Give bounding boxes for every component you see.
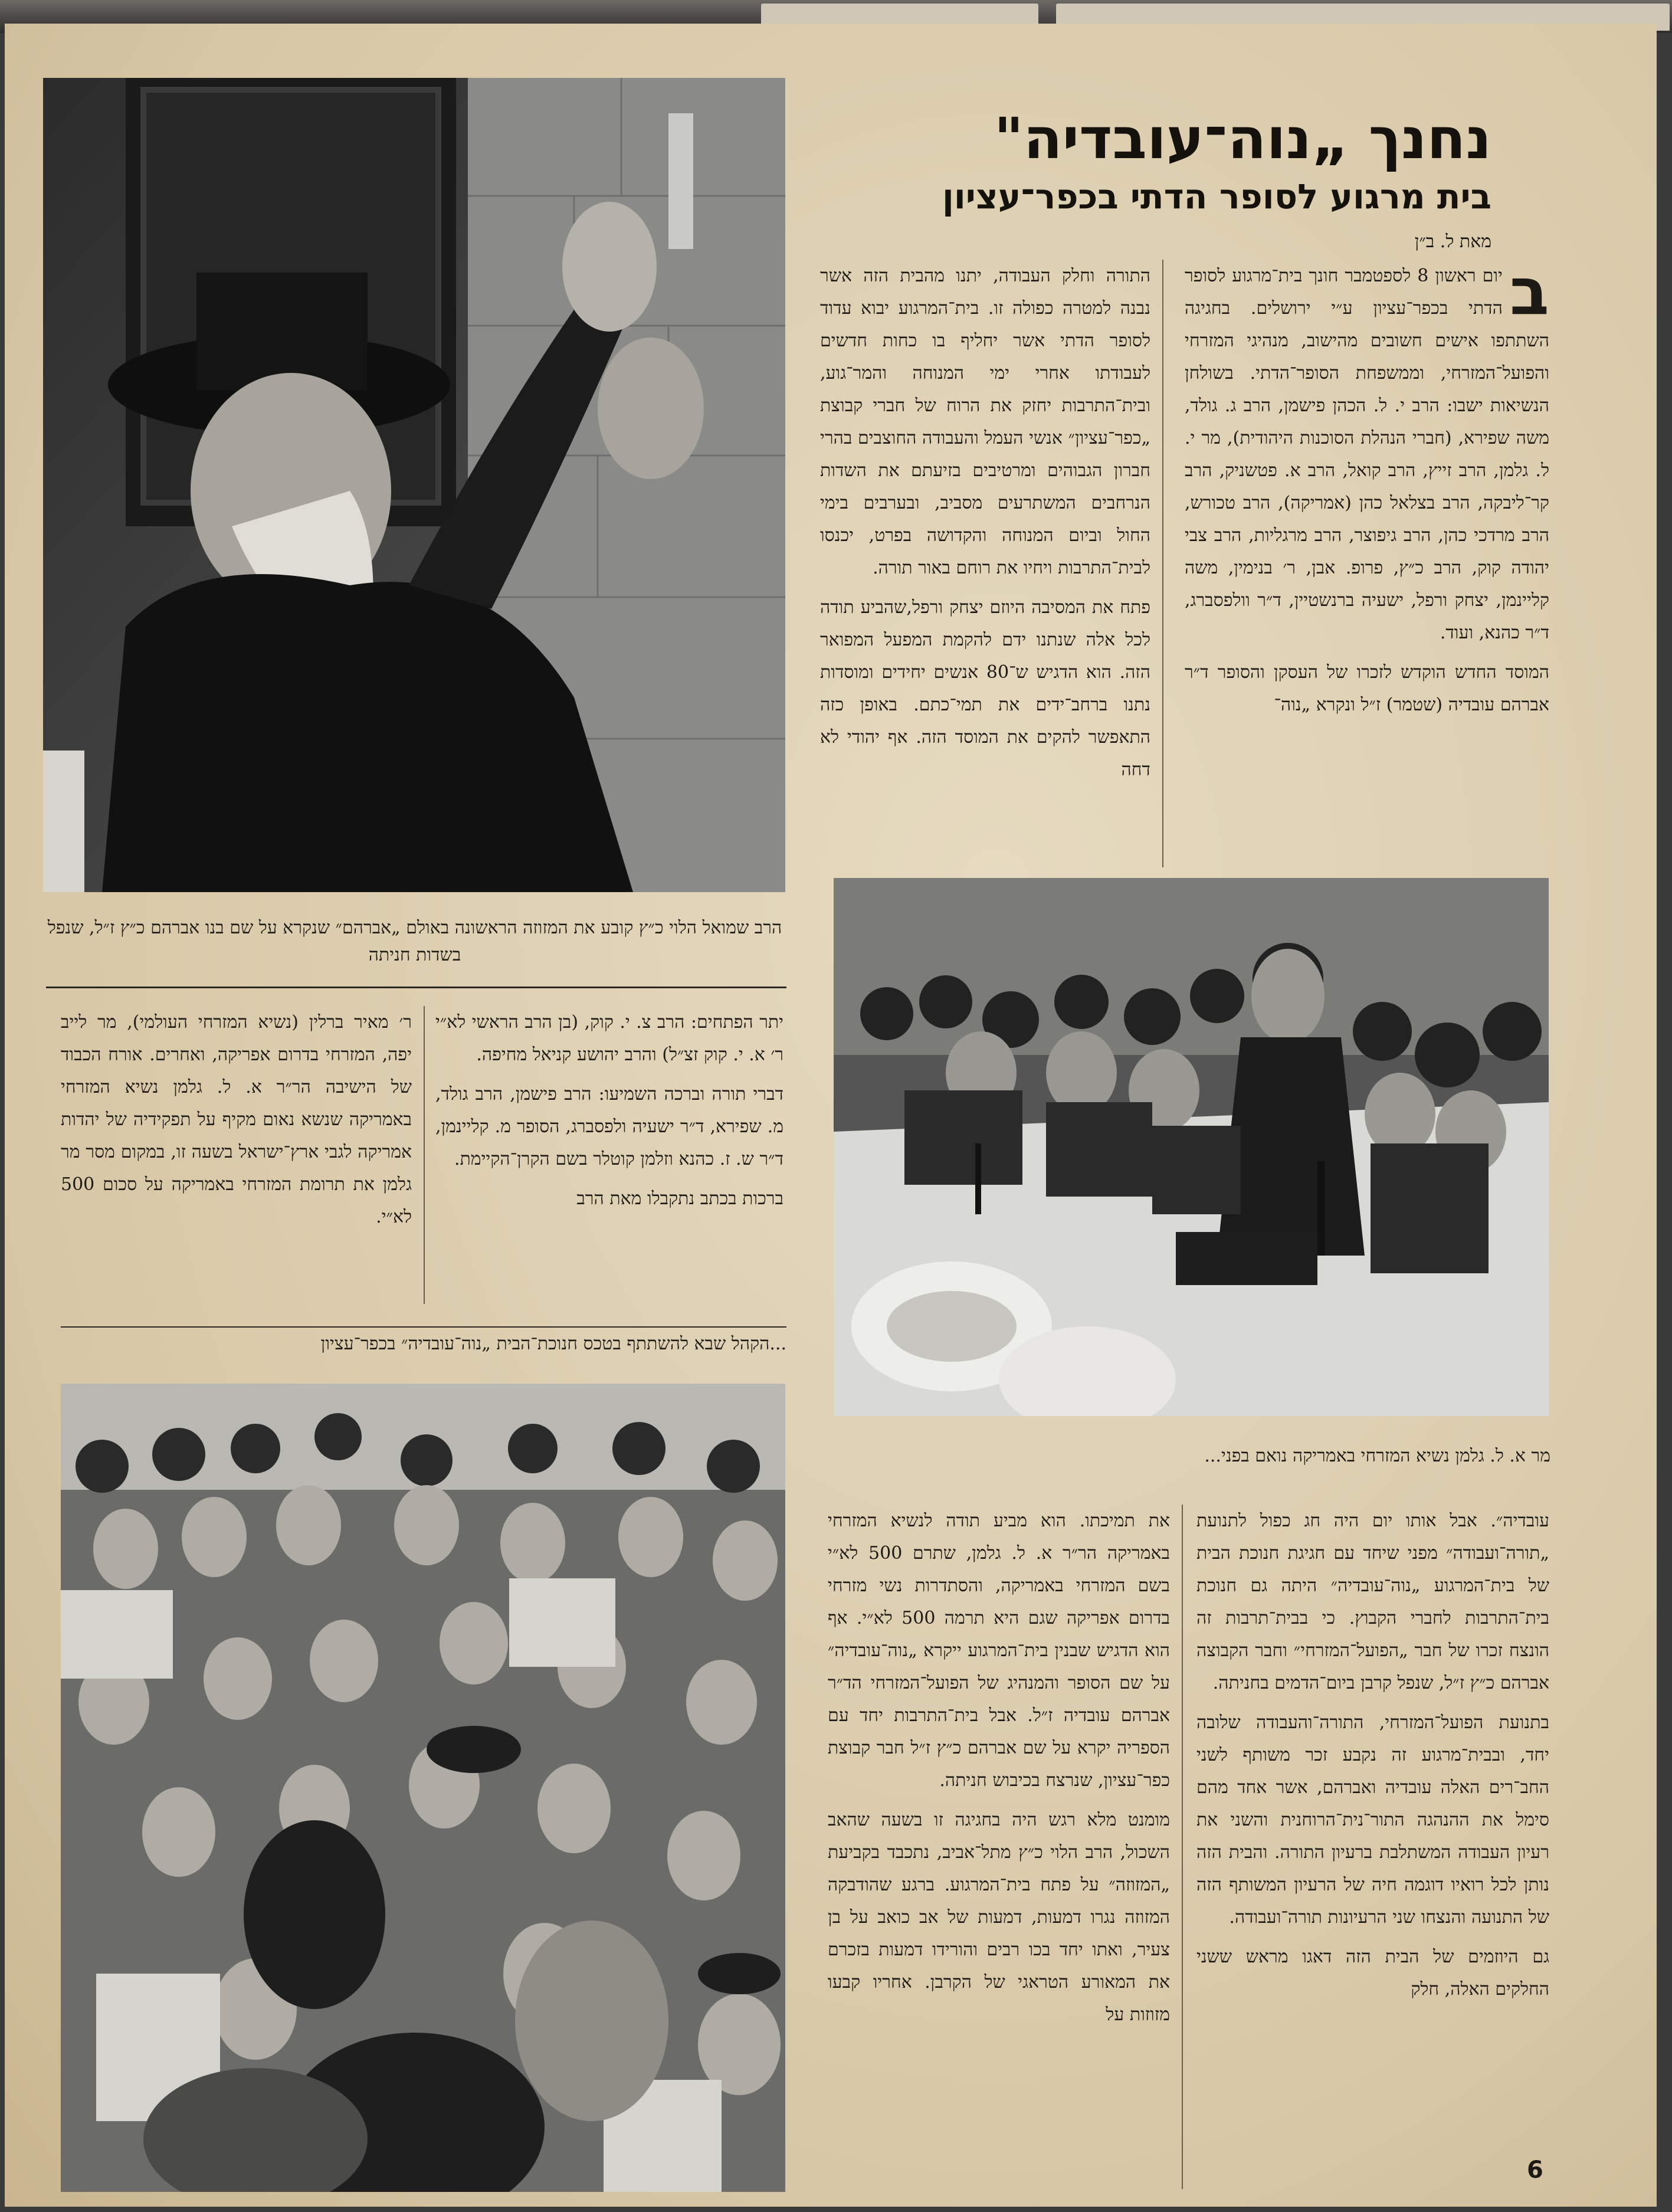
article-paragraph: מומנט מלא רגש היה בחגיגה זו בשעה שהאב השכול, הרב הלוי כ״ץ מתל־אביב, נתכבד בקביעת „המזוזה״ על פתח בית־המרגוע. ברגע שהודבקה המזוזה נגרו דמעות, דמעות של אב כואב על בן צעיר, ואתו יחד בכו רבים והורידו דמעות בזכרם את המאורע הטראגי של הקרבן. אחריו קבעו מזוזות על (828, 1810, 1170, 2025)
article-paragraph: בתנועת הפועל־המזרחי, התורה־והעבודה שלובה יחד, ובבית־מרגוע זה נקבע זכר משותף לשני החב־רים האלה עובדיה ואברהם, אשר אחד מהם סימל את ההנהגה התור־נית־הרוחנית והשני את רעיון העבודה המשתלבת ברעיון התורה. והבית הזה נותן לכל רואיו דוגמה חיה של הרעיון המשותף הזה של התנועה והנצחו שני הרעיונות תורה־ועבודה. (1196, 1712, 1549, 1928)
rabbi-mezuzah-caption: הרב שמואל הלוי כ״ץ קובע את המזוזה הראשונה באולם „אברהם״ שנקרא על שם בנו אברהם כ״ץ ז״ל, שנפל בשדות חניתה (47, 917, 782, 965)
article-paragraph: ר׳ מאיר ברלין (נשיא המזרחי העולמי), מר לייב יפה, המזרחי בדרום אפריקה, ואחרים. אורח הכבוד של הישיבה הר״ר א. ל. גלמן נשיא המזרחי באמריקה שנשא נאום מקיף על תפקידיה של יהדות אמריקה לגבי ארץ־ישראל בשעה זו, במקום מסר מר גלמן את תרומת המזרחי באמריקה על סכום 500 לא״י. (61, 1012, 412, 1227)
magazine-page (5, 24, 1657, 2207)
page-number: 6 (1527, 2157, 1543, 2184)
article-column-6 (828, 1505, 1170, 2189)
rabbi-mezuzah-photo (43, 78, 785, 892)
article-column-4 (61, 1006, 412, 1304)
crowd-caption: ...הקהל שבא להשתתף בטכס חנוכת־הבית „נוה־עובדיה״ בכפר־עציון (320, 1333, 786, 1354)
article-paragraph: ברכות בכתב נתקבלו מאת הרב (576, 1188, 783, 1209)
article-paragraph: התורה וחלק העבודה, יתנו מהבית הזה אשר נבנה למטרה כפולה זו. בית־המרגוע יבוא עדוד לסופר הדתי אשר יחליף בו כחות חדשים לעבודתו אחרי ימי המנוחה והמר־גוע, ובית־התרבות יחזק את הרוח של חברי קבוצת „כפר־עציון״ אנשי העמל והעבודה החוצבים בהרי חברון הגבוהים ומרטיבים בזיעתם את השדות הנרחבים המשתרעים מסביב, ובערבים בימי החול וביום המנוחה והקדושה בפרט, יכנסו לבית־התרבות ויחיו את רוחם באור תורה. (820, 266, 1150, 578)
article-title: נחנך „נוה־עובדיה" (994, 106, 1491, 172)
article-paragraph: דברי תורה וברכה השמיעו: הרב פישמן, הרב גולד, מ. שפירא, ד״ר ישעיה ולפסברג, הסופר מ. קליינמן, ד״ר ש. ז. כהנא וזלמן קוטלר בשם הקרן־הקיימת. (435, 1084, 783, 1169)
speaker-table-photo (834, 878, 1549, 1416)
article-paragraph: יום ראשון 8 לספטמבר חונך בית־מרגוע לסופר הדתי בכפר־עציון ע״י ירושלים. בחגיגה השתתפו אישים חשובים מהישוב, מנהיגי המזרחי והפועל־המזרחי, וממשפחת הסופר־הדתי. בשולחן הנשיאות ישבו: הרב י. ל. הכהן פישמן, הרב ג. גולד, משה שפירא, (חברי הנהלת הסוכנות היהודית), מר י. ל. גלמן, הרב זייץ, הרב קואל, הרב א. פטשניק, הרב קר־ליבקה, הרב בצלאל כהן (אמריקה), הרב טכורש, הרב מרדכי כהן, הרב גיפוצר, הרב מרגליות, הרב צבי יהודה קוק, הרב כ״ץ, פרופ. אבן, ר׳ בנימין, משה קליינמן, יצחק ורפל, ישעיה ברנשטיין, ד״ר וולפסברג, ד״ר כהנא, ועוד. (1185, 266, 1549, 643)
article-column-2 (820, 260, 1150, 867)
crowd-image (61, 1384, 785, 2192)
article-paragraph: עובדיה״. אבל אותו יום היה חג כפול לתנועת „תורה־ועבודה״ מפני שיחד עם חגיגת חנוכת הבית של בית־המרגוע „נוה־עובדיה״ היתה גם חנוכת בית־התרבות לחברי הקבוץ. כי בבית־תרבות זה הונצח זכרו של חבר „הפועל־המזרחי״ וחבר הקבוצה אברהם כ״ץ ז״ל, שנפל קרבן ביום־הדמים בחניתה. (1196, 1510, 1549, 1693)
article-column-3 (435, 1006, 783, 1304)
article-paragraph: פתח את המסיבה היוזם יצחק ורפל,שהביע תודה לכל אלה שנתנו ידם להקמת המפעל המפואר הזה. הוא הדגיש ש־80 אנשים יחידים ומוסדות נתנו ברחב־ידים את תמי־כתם. באופן כזה התאפשר להקים את המוסד הזה. אף יהודי לא דחה (820, 597, 1150, 780)
column-rule (1162, 260, 1163, 867)
rabbi-mezuzah-image (43, 78, 785, 892)
column-rule (1182, 1505, 1183, 2189)
article-column-1 (1185, 260, 1549, 867)
article-subtitle: בית מרגוע לסופר הדתי בכפר־עציון (942, 176, 1491, 217)
article-paragraph: יתר הפתחים: הרב צ. י. קוק, (בן הרב הראשי לא״י ר׳ א. י. קוק זצ״ל) והרב יהושע קניאל מחיפה. (435, 1012, 783, 1065)
article-byline: מאת ל. ב״ן (1414, 231, 1491, 252)
article-paragraph: את תמיכתו. הוא מביע תודה לנשיא המזרחי באמריקה הר״ר א. ל. גלמן, שתרם 500 לא״י בשם המזרחי באמריקה, והסתדרות נשי מזרחי בדרום אפריקה שגם היא תרמה 500 לא״י. אף הוא הדגיש שבנין בית־המרגוע ייקרא „נוה־עובדיה״ על שם הסופר והמנהיג של הפועל־המזרחי הד״ר אברהם עובדיה ז״ל. אבל בית־התרבות יחד עם הספריה יקרא על שם אברהם כ״ץ ז״ל חבר קבוצת כפר־עציון, שנרצח בכיבוש חניתה. (828, 1510, 1170, 1791)
article-column-5 (1196, 1505, 1549, 2189)
caption-divider (46, 987, 786, 988)
article-paragraph: המוסד החדש הוקדש לזכרו של העסקן והסופר ד״ר אברהם עובדיה (שטמר) ז״ל ונקרא „נוה־ (1185, 662, 1549, 715)
crowd-caption-rule (61, 1326, 786, 1328)
crowd-photo (61, 1384, 785, 2192)
speaker-table-image (834, 878, 1549, 1416)
speaker-caption: מר א. ל. גלמן נשיא המזרחי באמריקה נואם בפני... (1204, 1446, 1550, 1466)
drop-cap: ב (1509, 260, 1549, 329)
article-paragraph: גם היוזמים של הבית הזה דאגו מראש ששני החלקים האלה, חלק (1196, 1946, 1549, 2000)
column-rule (424, 1006, 425, 1304)
